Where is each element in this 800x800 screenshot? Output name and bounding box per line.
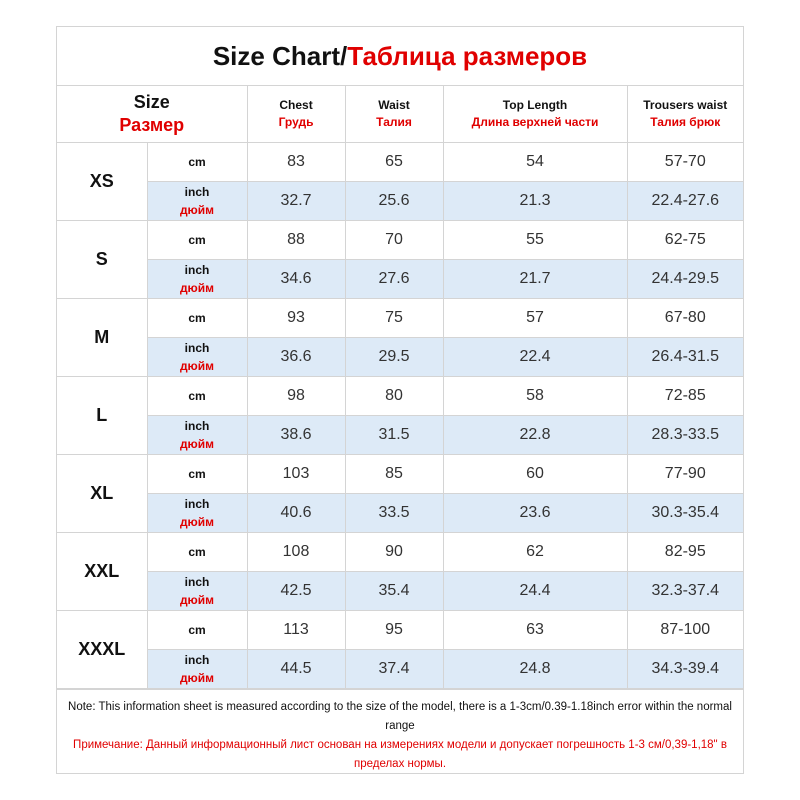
size-label: XS [57,143,147,221]
value-inch: 24.8 [443,650,627,689]
value-cm: 95 [345,611,443,650]
unit-inch-label: inch [184,497,210,511]
size-row-inch [57,572,743,611]
value-inch: 42.5 [247,572,345,611]
unit-inch-cell [147,572,247,611]
value-cm: 77-90 [627,455,743,494]
value-inch: 31.5 [345,416,443,455]
value-inch: 29.5 [345,338,443,377]
chart-title [57,27,743,86]
unit-inch-label: inch [184,653,210,667]
unit-cm-label: cm [188,545,206,559]
unit-cm-cell [147,455,247,494]
value-cm: 82-95 [627,533,743,572]
value-cm: 62-75 [627,221,743,260]
header-waist-en: Waist [378,98,410,112]
title-russian: Таблица размеров [347,40,588,71]
value-inch: 28.3-33.5 [627,416,743,455]
header-chest-en: Chest [279,98,313,112]
value-cm: 60 [443,455,627,494]
header-trousers-waist-en: Trousers waist [643,98,728,112]
unit-cm-label: cm [188,155,206,169]
size-label: XL [57,455,147,533]
unit-cm-cell [147,299,247,338]
header-waist [345,86,443,143]
value-inch: 30.3-35.4 [627,494,743,533]
size-row-inch [57,260,743,299]
value-inch: 36.6 [247,338,345,377]
header-chest [247,86,345,143]
value-inch: 24.4-29.5 [627,260,743,299]
value-inch: 21.3 [443,182,627,221]
unit-cm-cell [147,377,247,416]
value-cm: 67-80 [627,299,743,338]
size-table [57,86,743,689]
header-row [57,86,743,143]
header-trousers-waist-ru: Талия брюк [650,115,721,129]
unit-cm-cell [147,533,247,572]
header-top-length-en: Top Length [502,98,568,112]
value-inch: 32.3-37.4 [627,572,743,611]
unit-inch-label: inch [184,263,210,277]
unit-inch-label-ru: дюйм [179,515,215,529]
unit-inch-label: inch [184,341,210,355]
size-row-cm [57,221,743,260]
value-cm: 70 [345,221,443,260]
unit-cm-cell [147,221,247,260]
value-inch: 35.4 [345,572,443,611]
value-cm: 103 [247,455,345,494]
header-top-length [443,86,627,143]
value-cm: 57 [443,299,627,338]
size-label: XXXL [57,611,147,689]
unit-cm-cell [147,143,247,182]
value-inch: 25.6 [345,182,443,221]
unit-cm-label: cm [188,233,206,247]
size-label: S [57,221,147,299]
unit-inch-cell [147,650,247,689]
value-inch: 34.6 [247,260,345,299]
value-cm: 113 [247,611,345,650]
unit-inch-label: inch [184,419,210,433]
value-cm: 75 [345,299,443,338]
value-cm: 80 [345,377,443,416]
value-cm: 65 [345,143,443,182]
header-size-en: Size [133,92,170,112]
unit-inch-label-ru: дюйм [179,593,215,607]
value-inch: 34.3-39.4 [627,650,743,689]
size-label: L [57,377,147,455]
unit-cm-label: cm [188,389,206,403]
value-cm: 85 [345,455,443,494]
header-size-ru: Размер [119,115,185,135]
size-row-cm [57,533,743,572]
unit-inch-label: inch [184,185,210,199]
size-chart-sheet [56,26,744,774]
size-label: M [57,299,147,377]
value-cm: 54 [443,143,627,182]
value-cm: 90 [345,533,443,572]
unit-inch-cell [147,338,247,377]
value-inch: 21.7 [443,260,627,299]
unit-cm-cell [147,611,247,650]
value-cm: 108 [247,533,345,572]
unit-inch-label: inch [184,575,210,589]
value-cm: 88 [247,221,345,260]
unit-inch-label-ru: дюйм [179,359,215,373]
size-row-cm [57,143,743,182]
unit-inch-cell [147,260,247,299]
value-inch: 24.4 [443,572,627,611]
size-row-inch [57,494,743,533]
value-inch: 40.6 [247,494,345,533]
value-cm: 62 [443,533,627,572]
value-inch: 27.6 [345,260,443,299]
unit-cm-label: cm [188,467,206,481]
value-inch: 22.8 [443,416,627,455]
value-inch: 26.4-31.5 [627,338,743,377]
unit-inch-label-ru: дюйм [179,437,215,451]
value-cm: 83 [247,143,345,182]
header-waist-ru: Талия [376,115,412,129]
unit-inch-cell [147,182,247,221]
value-cm: 98 [247,377,345,416]
header-trousers-waist [627,86,743,143]
value-cm: 87-100 [627,611,743,650]
value-inch: 32.7 [247,182,345,221]
unit-inch-label-ru: дюйм [179,281,215,295]
measurement-note [57,689,743,774]
value-cm: 63 [443,611,627,650]
size-row-cm [57,455,743,494]
header-size-cell [57,86,247,143]
unit-cm-label: cm [188,623,206,637]
note-english: Note: This information sheet is measured according to the size of the model, there is a 1-3cm/0.39-1.18inch error within the normal range [68,701,732,732]
unit-inch-cell [147,494,247,533]
value-cm: 58 [443,377,627,416]
value-cm: 72-85 [627,377,743,416]
value-inch: 38.6 [247,416,345,455]
size-row-inch [57,338,743,377]
value-inch: 44.5 [247,650,345,689]
value-inch: 22.4-27.6 [627,182,743,221]
header-top-length-ru: Длина верхней части [471,115,599,129]
unit-cm-label: cm [188,311,206,325]
note-russian: Примечание: Данный информационный лист основан на измерениях модели и допускает погрешность 1-3 см/0,39-1,18" в пределах нормы. [73,739,727,770]
size-row-cm [57,299,743,338]
value-inch: 33.5 [345,494,443,533]
size-row-cm [57,611,743,650]
size-row-cm [57,377,743,416]
size-row-inch [57,416,743,455]
value-cm: 55 [443,221,627,260]
value-inch: 23.6 [443,494,627,533]
unit-inch-label-ru: дюйм [179,203,215,217]
value-cm: 57-70 [627,143,743,182]
value-inch: 22.4 [443,338,627,377]
header-chest-ru: Грудь [278,115,314,129]
title-english: Size Chart/ [212,40,348,71]
size-label: XXL [57,533,147,611]
value-cm: 93 [247,299,345,338]
unit-inch-label-ru: дюйм [179,671,215,685]
value-inch: 37.4 [345,650,443,689]
size-row-inch [57,182,743,221]
size-row-inch [57,650,743,689]
unit-inch-cell [147,416,247,455]
